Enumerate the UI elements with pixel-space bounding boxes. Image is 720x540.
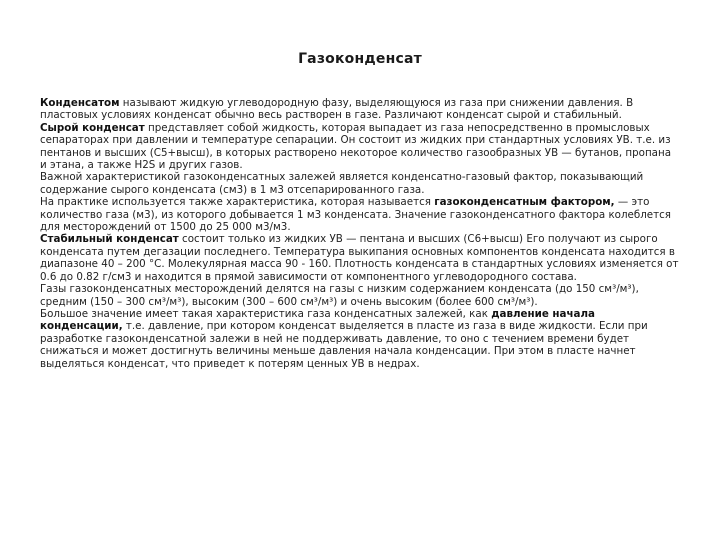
page-title: Газоконденсат <box>298 51 422 67</box>
paragraph-text: На практике используется также характеристика, которая называется <box>40 196 435 209</box>
paragraph-text: состоит только из жидких УВ — пентана и высших (С6+высш) Его получают из сырого конденсата путем дегазации последнего. Температура выкипания основных компонентов конденсата находится в диапазоне 40 – 200 °С. Молекулярная масса 90 - 160. Плотность конденсата в стандартных условиях изменяется от 0.6 до 0.82 г/см3 и находится в прямой зависимости от компонентного углеводородного состава. <box>40 233 679 283</box>
paragraph-text: т.е. давление, при котором конденсат выделяется в пласте из газа в виде жидкости. Если при разработке газоконденсатной залежи в ней не поддерживать давление, то оно с течением времени будет снижаться и может достигнуть величины меньше давления начала конденсации. При этом в пласте начнет выделяться конденсат, что приведет к потерям ценных УВ в недрах. <box>40 320 648 370</box>
paragraph-text: представляет собой жидкость, которая выпадает из газа непосредственно в промысловых сепараторах при давлении и температуре сепарации. Он состоит из жидких при стандартных условиях УВ. т.е. из пентанов и высших (С5+высш), в которых растворено некоторое количество газообразных УВ — бутанов, пропана и этана, а также H2S и других газов. <box>40 121 672 172</box>
paragraph-dew-point-pressure <box>40 308 680 370</box>
paragraph-condensate-definition <box>40 97 680 122</box>
paragraph-gas-condensate-factor <box>40 196 680 233</box>
term-stable-condensate: Стабильный конденсат <box>40 233 179 246</box>
body-text <box>40 97 680 370</box>
paragraph-text: Газы газоконденсатных месторождений делятся на газы с низким содержанием конденсата (до 150 см³/м³), средним (150 – 300 см³/м³), высоким (300 – 600 см³/м³) и очень высоким (более 600 см³/м³). <box>40 283 639 308</box>
paragraph-text: — это количество газа (м3), из которого добывается 1 м3 конденсата. Значение газоконденсатного фактора колеблется для месторождений от 1500 до 25 000 м3/м3. <box>40 196 672 234</box>
term-condensate: Конденсатом <box>40 97 120 109</box>
term-raw-condensate: Сырой конденсат <box>40 121 145 134</box>
paragraph-text: Важной характеристикой газоконденсатных залежей является конденсатно-газовый фактор, показывающий содержание сырого конденсата (см3) в 1 м3 отсепарированного газа. <box>40 171 644 196</box>
paragraph-stable-condensate <box>40 233 680 283</box>
term-dew-point-pressure: давление начала конденсации, <box>40 307 595 333</box>
paragraph-raw-condensate <box>40 122 680 172</box>
paragraph-text: Большое значение имеет такая характеристика газа конденсатных залежей, как <box>40 307 492 320</box>
paragraph-condensate-gas-factor <box>40 171 680 196</box>
paragraph-gas-classification <box>40 283 680 308</box>
term-gas-condensate-factor: газоконденсатным фактором, <box>434 196 615 209</box>
paragraph-text: называют жидкую углеводородную фазу, выделяющуюся из газа при снижении давления. В пластовых условиях конденсат обычно весь растворен в газе. Различают конденсат сырой и стабильный. <box>40 97 634 122</box>
